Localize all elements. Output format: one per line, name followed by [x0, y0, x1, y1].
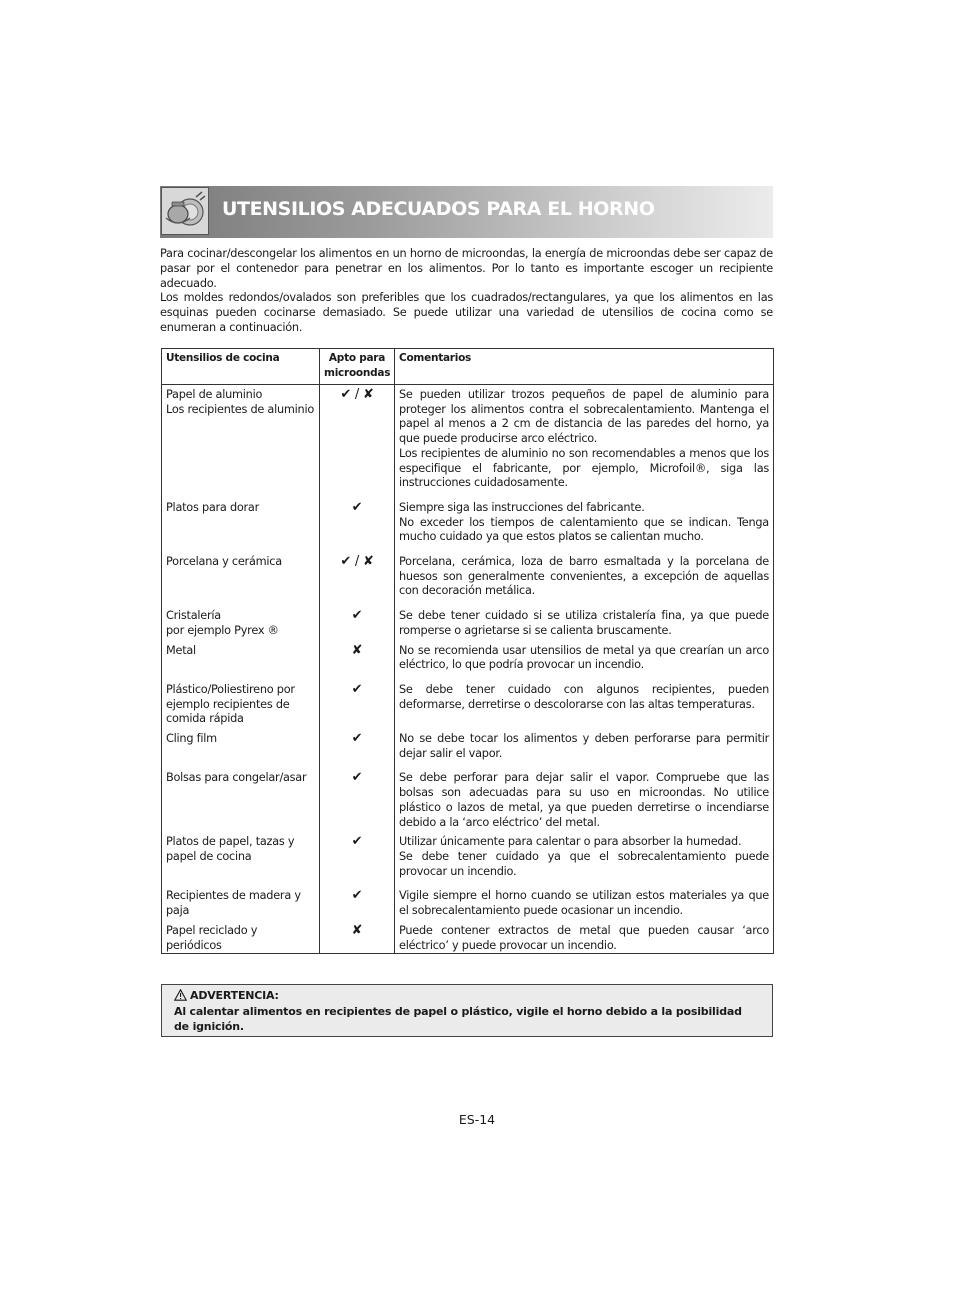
suitability-mark: ✔: [320, 683, 395, 732]
table-row: [162, 501, 774, 555]
intro-text: [160, 247, 773, 336]
utensil-name: Papel de aluminio: [166, 388, 263, 401]
utensil-name: Cling film: [166, 732, 217, 746]
utensil-name: Platos de papel, tazas y papel de cocina: [166, 835, 295, 863]
warning-title: ADVERTENCIA:: [190, 989, 279, 1002]
comment-cell: [395, 501, 774, 555]
table-header-row: [162, 349, 774, 385]
intro-paragraph-1: Para cocinar/descongelar los alimentos en un horno de microondas, la energía de microondas debe ser capaz de pasar por el contenedor para penetrar en los alimentos. Por lo tanto es importante escoger un recipiente adecuado.: [160, 247, 773, 290]
utensil-name: Porcelana y cerámica: [166, 555, 282, 569]
warning-text: Al calentar alimentos en recipientes de papel o plástico, vigile el horno debido a la posibilidad de ignición.: [174, 1005, 742, 1033]
comment-cell: [395, 835, 774, 889]
utensil-name: Papel reciclado y periódicos: [166, 923, 258, 952]
suitability-mark: ✔: [320, 609, 395, 643]
header-suitable-line1: Apto para: [328, 352, 386, 364]
table-row: [162, 835, 774, 889]
suitability-mark: ✔: [320, 771, 395, 835]
warning-box: [161, 984, 773, 1037]
utensil-cell: [162, 889, 320, 923]
utensils-table: [161, 348, 774, 954]
comment-cell: [395, 889, 774, 923]
suitability-mark: ✘: [320, 924, 395, 954]
utensil-name: por ejemplo Pyrex ®: [166, 623, 279, 637]
suitability-mark: ✔: [320, 501, 395, 555]
table-row: [162, 924, 774, 954]
suitability-mark: ✔: [320, 889, 395, 923]
comment-text: Utilizar únicamente para calentar o para absorber la humedad.: [399, 835, 742, 849]
comment-text: Puede contener extractos de metal que pueden causar ‘arco eléctrico’ y puede provocar un incendio.: [399, 923, 769, 952]
utensil-cell: [162, 385, 320, 501]
table-row: [162, 609, 774, 643]
header-utensil: Utensilios de cocina: [162, 349, 320, 385]
table-row: [162, 555, 774, 609]
utensil-name: Platos para dorar: [166, 500, 259, 514]
comment-cell: [395, 644, 774, 683]
comment-cell: [395, 771, 774, 835]
comment-text: Se debe tener cuidado con algunos recipientes, pueden deformarse, derretirse o descolorarse con las altas temperaturas.: [399, 682, 769, 711]
comment-text: Siempre siga las instrucciones del fabricante.: [399, 500, 645, 514]
utensil-name: Los recipientes de aluminio: [166, 402, 314, 416]
table-body: [162, 385, 774, 954]
header-suitable: [320, 349, 395, 385]
comment-text: Se debe tener cuidado si se utiliza cristalería fina, ya que puede romperse o agrietarse si se calienta bruscamente.: [399, 609, 769, 637]
section-header: [160, 186, 773, 238]
page-number: ES-14: [458, 1112, 496, 1127]
intro-paragraph-2: Los moldes redondos/ovalados son preferibles que los cuadrados/rectangulares, ya que los alimentos en las esquinas pueden cocinarse demasiado. Se puede utilizar una variedad de utensilios de cocina como se enumeran a continuación.: [160, 291, 773, 334]
comment-cell: [395, 924, 774, 954]
utensil-cell: [162, 501, 320, 555]
table-row: [162, 732, 774, 771]
table-row: [162, 771, 774, 835]
table-row: [162, 385, 774, 501]
comment-cell: [395, 385, 774, 501]
warning-triangle-icon: [174, 989, 187, 1005]
utensil-cell: [162, 555, 320, 609]
table-row: [162, 683, 774, 732]
utensil-name: Plástico/Poliestireno por ejemplo recipientes de comida rápida: [166, 682, 295, 726]
table-row: [162, 644, 774, 683]
comment-text: No exceder los tiempos de calentamiento que se indican. Tenga mucho cuidado ya que estos platos se calientan mucho.: [399, 515, 769, 544]
utensil-name: Bolsas para congelar/asar: [166, 771, 307, 785]
utensil-name: Recipientes de madera y paja: [166, 889, 301, 918]
utensil-cell: [162, 609, 320, 643]
utensil-name: Metal: [166, 643, 196, 657]
suitability-mark: ✔: [320, 835, 395, 889]
comment-text: No se debe tocar los alimentos y deben perforarse para permitir dejar salir el vapor.: [399, 732, 769, 760]
table-row: [162, 889, 774, 923]
header-suitable-line2: microondas: [324, 366, 391, 379]
comment-text: Se debe tener cuidado ya que el sobrecalentamiento puede provocar un incendio.: [399, 849, 769, 878]
utensil-cell: [162, 683, 320, 732]
comment-cell: [395, 609, 774, 643]
comment-text: Los recipientes de aluminio no son recomendables a menos que los especifique el fabricante, por ejemplo, Microfoil®, siga las instrucciones cuidadosamente.: [399, 446, 769, 490]
utensil-cell: [162, 835, 320, 889]
suitability-mark: ✔ / ✘: [320, 385, 395, 501]
comment-cell: [395, 683, 774, 732]
utensil-cell: [162, 644, 320, 683]
comment-text: Se pueden utilizar trozos pequeños de papel de aluminio para proteger los alimentos contra el sobrecalentamiento. Mantenga el papel al menos a 2 cm de distancia de las paredes del horno, ya que puede producirse arco eléctrico.: [399, 388, 769, 446]
comment-cell: [395, 555, 774, 609]
comment-text: Porcelana, cerámica, loza de barro esmaltada y la porcelana de huesos son generalmente convenientes, a excepción de aquellas con decoración metálica.: [399, 555, 769, 598]
comment-text: No se recomienda usar utensilios de metal ya que crearían un arco eléctrico, lo que podría provocar un incendio.: [399, 643, 769, 672]
utensil-cell: [162, 924, 320, 954]
comment-cell: [395, 732, 774, 771]
utensil-name: Cristalería: [166, 609, 221, 623]
page-title: UTENSILIOS ADECUADOS PARA EL HORNO: [222, 198, 655, 220]
comment-text: Vigile siempre el horno cuando se utilizan estos materiales ya que el sobrecalentamiento puede ocasionar un incendio.: [399, 889, 769, 918]
suitability-mark: ✔: [320, 732, 395, 771]
suitability-mark: ✘: [320, 644, 395, 683]
header-comments: Comentarios: [395, 349, 774, 385]
warning-heading: [174, 989, 760, 1005]
comment-text: Se debe perforar para dejar salir el vapor. Compruebe que las bolsas son adecuadas para su uso en microondas. No utilice plástico o lazos de metal, ya que pueden derretirse o incendiarse debido a la ‘arco eléctrico’ del metal.: [399, 771, 769, 829]
utensil-cell: [162, 732, 320, 771]
utensil-cell: [162, 771, 320, 835]
suitability-mark: ✔ / ✘: [320, 555, 395, 609]
cookware-icon: [161, 187, 209, 235]
